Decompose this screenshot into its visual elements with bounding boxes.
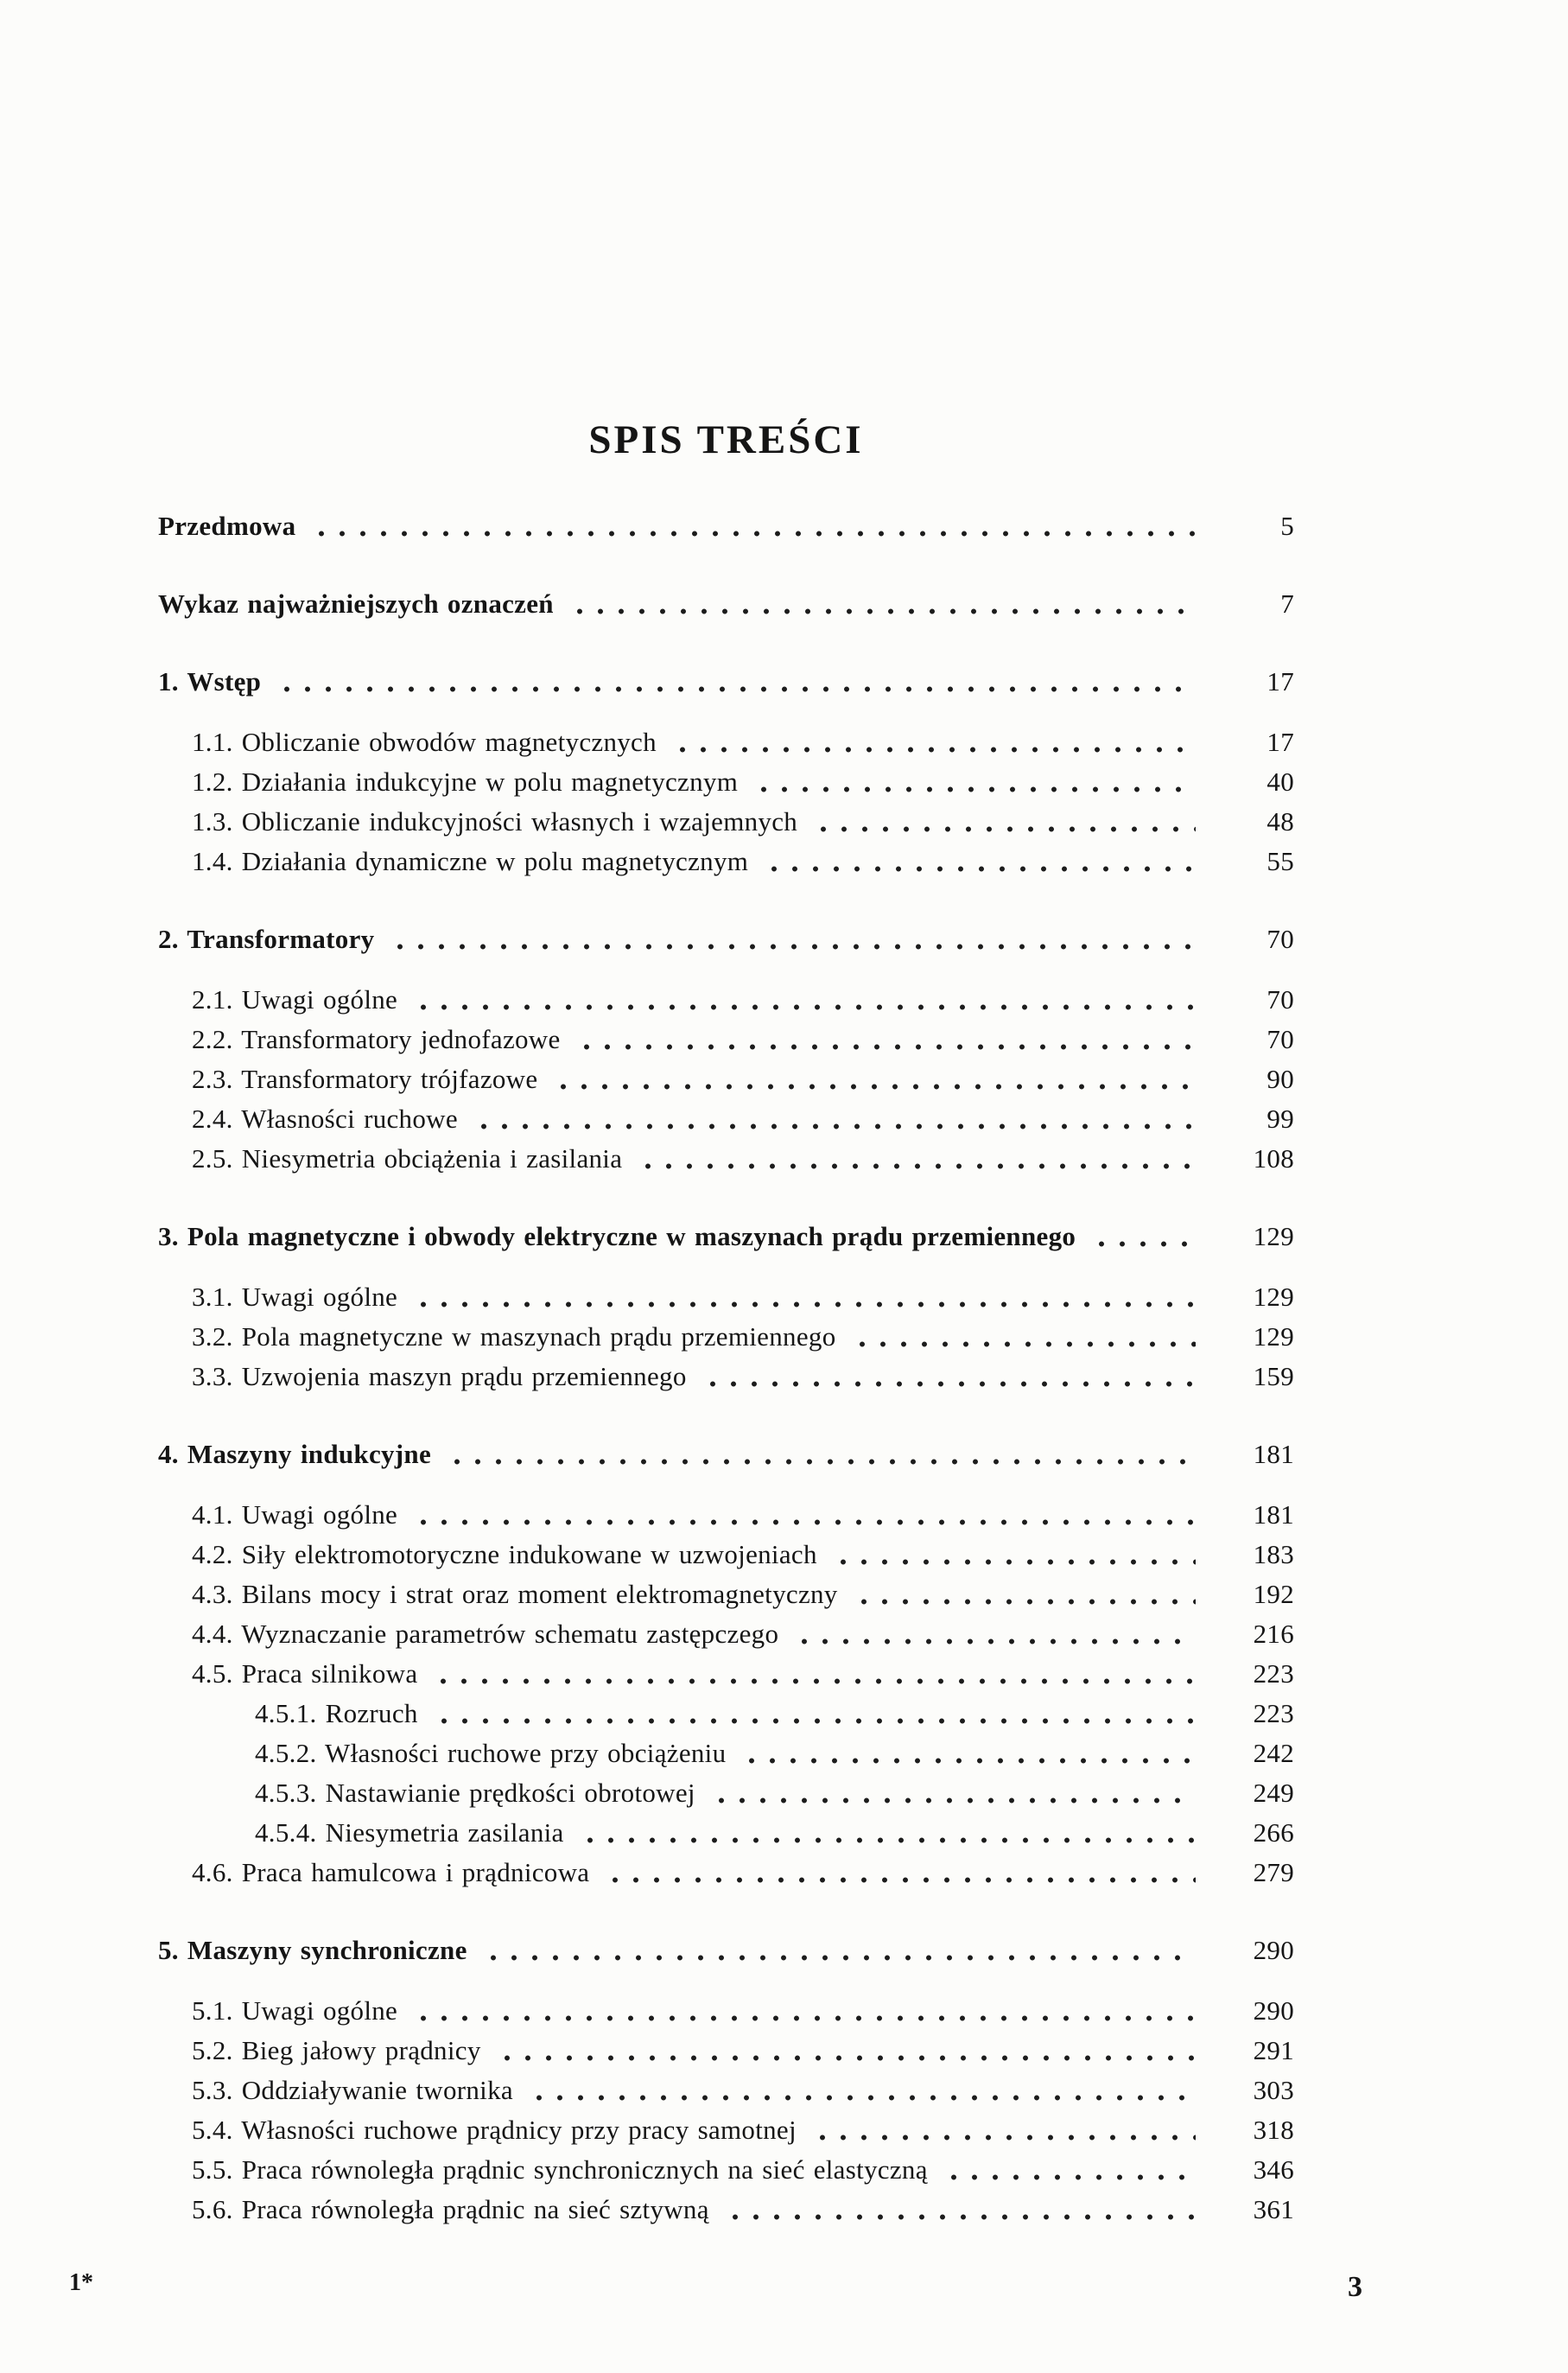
dot-leader bbox=[702, 1357, 1196, 1396]
toc-entry bbox=[158, 2071, 1294, 2110]
toc-entry bbox=[158, 662, 1294, 702]
toc-entry-label: 2.4. Własności ruchowe bbox=[192, 1104, 458, 1134]
dot-leader bbox=[276, 662, 1196, 702]
dot-leader bbox=[672, 722, 1196, 762]
toc-entry-page: 192 bbox=[1253, 1579, 1294, 1609]
toc-list bbox=[158, 506, 1294, 2230]
toc-entry bbox=[158, 2190, 1294, 2230]
dot-leader bbox=[413, 1991, 1196, 2031]
dot-leader bbox=[764, 842, 1196, 881]
toc-entry bbox=[158, 980, 1294, 1020]
toc-entry bbox=[158, 1773, 1294, 1813]
dot-leader bbox=[576, 1020, 1196, 1059]
dot-leader bbox=[741, 1734, 1196, 1773]
toc-entry bbox=[158, 1357, 1294, 1396]
toc-entry bbox=[158, 1614, 1294, 1654]
toc-entry-label: 4.5.2. Własności ruchowe przy obciążeniu bbox=[255, 1738, 727, 1768]
toc-entry-label: 4. Maszyny indukcyjne bbox=[158, 1439, 432, 1469]
dot-leader bbox=[413, 1277, 1196, 1317]
toc-entry-page: 291 bbox=[1253, 2035, 1294, 2065]
dot-leader bbox=[553, 1059, 1196, 1099]
toc-entry-page: 129 bbox=[1253, 1282, 1294, 1312]
toc-entry bbox=[158, 1931, 1294, 1970]
dot-leader bbox=[529, 2071, 1196, 2110]
toc-entry-label: 1.4. Działania dynamiczne w polu magnetycznym bbox=[192, 846, 749, 876]
toc-entry-page: 70 bbox=[1266, 1024, 1294, 1054]
toc-entry-label: 4.3. Bilans mocy i strat oraz moment elektromagnetyczny bbox=[192, 1579, 838, 1609]
toc-entry-label: 5.1. Uwagi ogólne bbox=[192, 1995, 398, 2026]
dot-leader bbox=[1091, 1217, 1196, 1256]
toc-entry-label: 5.3. Oddziaływanie twornika bbox=[192, 2075, 513, 2105]
dot-leader bbox=[569, 584, 1196, 624]
toc-entry bbox=[158, 919, 1294, 959]
page-number: 3 bbox=[1348, 2271, 1362, 2303]
toc-entry bbox=[158, 1277, 1294, 1317]
toc-entry-label: 4.5.4. Niesymetria zasilania bbox=[255, 1817, 564, 1848]
toc-entry bbox=[158, 1654, 1294, 1694]
toc-entry bbox=[158, 762, 1294, 802]
signature-mark: 1* bbox=[69, 2269, 93, 2296]
toc-entry-page: 242 bbox=[1253, 1738, 1294, 1768]
toc-entry-label: 1. Wstęp bbox=[158, 666, 262, 697]
toc-entry-page: 346 bbox=[1253, 2154, 1294, 2185]
dot-leader bbox=[473, 1099, 1196, 1139]
dot-leader bbox=[413, 980, 1196, 1020]
dot-leader bbox=[497, 2031, 1196, 2071]
toc-entry-label: Wykaz najważniejszych oznaczeń bbox=[158, 588, 554, 619]
toc-entry-page: 290 bbox=[1253, 1935, 1294, 1965]
dot-leader bbox=[390, 919, 1196, 959]
toc-entry-page: 223 bbox=[1253, 1698, 1294, 1728]
dot-leader bbox=[638, 1139, 1196, 1179]
toc-entry-label: 3.3. Uzwojenia maszyn prądu przemiennego bbox=[192, 1361, 687, 1391]
dot-leader bbox=[605, 1853, 1196, 1893]
dot-leader bbox=[813, 802, 1196, 842]
toc-entry-page: 181 bbox=[1253, 1499, 1294, 1530]
toc-entry-label: 5.4. Własności ruchowe prądnicy przy pracy samotnej bbox=[192, 2115, 797, 2145]
dot-leader bbox=[413, 1495, 1196, 1535]
toc-entry-label: 5.6. Praca równoległa prądnic na sieć sztywną bbox=[192, 2194, 709, 2224]
toc-entry-label: 4.2. Siły elektromotoryczne indukowane w uzwojeniach bbox=[192, 1539, 817, 1569]
toc-entry-label: 2.1. Uwagi ogólne bbox=[192, 984, 398, 1015]
toc-entry-label: 3.2. Pola magnetyczne w maszynach prądu przemiennego bbox=[192, 1321, 836, 1352]
toc-entry bbox=[158, 1853, 1294, 1893]
toc-entry-label: 3. Pola magnetyczne i obwody elektryczne w maszynach prądu przemiennego bbox=[158, 1221, 1076, 1251]
toc-entry-page: 108 bbox=[1253, 1143, 1294, 1174]
toc-entry bbox=[158, 802, 1294, 842]
toc-entry bbox=[158, 584, 1294, 624]
toc-entry bbox=[158, 842, 1294, 881]
toc-entry bbox=[158, 1317, 1294, 1357]
toc-entry-label: 4.5. Praca silnikowa bbox=[192, 1658, 418, 1689]
dot-leader bbox=[434, 1694, 1196, 1734]
toc-entry-page: 17 bbox=[1266, 727, 1294, 757]
toc-entry-label: 5. Maszyny synchroniczne bbox=[158, 1935, 467, 1965]
toc-entry-label: 5.2. Bieg jałowy prądnicy bbox=[192, 2035, 481, 2065]
toc-entry-page: 290 bbox=[1253, 1995, 1294, 2026]
toc-entry-label: 2. Transformatory bbox=[158, 924, 375, 954]
toc-entry bbox=[158, 2110, 1294, 2150]
toc-entry-page: 99 bbox=[1266, 1104, 1294, 1134]
toc-entry bbox=[158, 1020, 1294, 1059]
toc-entry-label: 3.1. Uwagi ogólne bbox=[192, 1282, 398, 1312]
dot-leader bbox=[711, 1773, 1196, 1813]
toc-entry-page: 159 bbox=[1253, 1361, 1294, 1391]
dot-leader bbox=[725, 2190, 1196, 2230]
dot-leader bbox=[794, 1614, 1196, 1654]
toc-entry-label: 1.3. Obliczanie indukcyjności własnych i wzajemnych bbox=[192, 806, 798, 837]
toc-entry bbox=[158, 1435, 1294, 1474]
toc-entry-page: 249 bbox=[1253, 1778, 1294, 1808]
toc-entry-page: 70 bbox=[1266, 924, 1294, 954]
dot-leader bbox=[943, 2150, 1196, 2190]
dot-leader bbox=[833, 1535, 1196, 1575]
toc-entry bbox=[158, 1217, 1294, 1256]
dot-leader bbox=[852, 1317, 1196, 1357]
toc-entry-label: 1.2. Działania indukcyjne w polu magnetycznym bbox=[192, 767, 739, 797]
toc-entry-page: 223 bbox=[1253, 1658, 1294, 1689]
toc-entry-label: Przedmowa bbox=[158, 511, 296, 541]
toc-entry-label: 4.5.3. Nastawianie prędkości obrotowej bbox=[255, 1778, 695, 1808]
toc-entry bbox=[158, 1535, 1294, 1575]
toc-entry bbox=[158, 2150, 1294, 2190]
toc-entry-page: 318 bbox=[1253, 2115, 1294, 2145]
toc-entry bbox=[158, 1099, 1294, 1139]
dot-leader bbox=[311, 506, 1196, 546]
toc-entry-page: 129 bbox=[1253, 1321, 1294, 1352]
toc-entry bbox=[158, 1575, 1294, 1614]
toc-entry-label: 2.5. Niesymetria obciążenia i zasilania bbox=[192, 1143, 623, 1174]
toc-entry-page: 181 bbox=[1253, 1439, 1294, 1469]
toc-entry-page: 55 bbox=[1266, 846, 1294, 876]
toc-entry bbox=[158, 1813, 1294, 1853]
toc-entry-page: 7 bbox=[1280, 588, 1294, 619]
toc-entry bbox=[158, 1139, 1294, 1179]
dot-leader bbox=[433, 1654, 1196, 1694]
toc-entry-page: 90 bbox=[1266, 1064, 1294, 1094]
dot-leader bbox=[483, 1931, 1196, 1970]
toc-entry-label: 4.4. Wyznaczanie parametrów schematu zastępczego bbox=[192, 1619, 779, 1649]
toc-entry-page: 279 bbox=[1253, 1857, 1294, 1887]
toc-entry-page: 129 bbox=[1253, 1221, 1294, 1251]
toc-entry bbox=[158, 2031, 1294, 2071]
toc-entry-page: 5 bbox=[1280, 511, 1294, 541]
toc-entry-page: 303 bbox=[1253, 2075, 1294, 2105]
toc-entry-label: 5.5. Praca równoległa prądnic synchronicznych na sieć elastyczną bbox=[192, 2154, 928, 2185]
toc-entry bbox=[158, 1734, 1294, 1773]
dot-leader bbox=[447, 1435, 1196, 1474]
toc-entry bbox=[158, 1059, 1294, 1099]
toc-entry-label: 4.6. Praca hamulcowa i prądnicowa bbox=[192, 1857, 590, 1887]
toc-entry-page: 361 bbox=[1253, 2194, 1294, 2224]
dot-leader bbox=[812, 2110, 1196, 2150]
page-title: SPIS TREŚCI bbox=[588, 417, 864, 462]
dot-leader bbox=[854, 1575, 1196, 1614]
toc-entry-page: 183 bbox=[1253, 1539, 1294, 1569]
toc-entry bbox=[158, 1495, 1294, 1535]
toc-entry-page: 216 bbox=[1253, 1619, 1294, 1649]
toc-entry bbox=[158, 722, 1294, 762]
toc-entry-label: 2.3. Transformatory trójfazowe bbox=[192, 1064, 538, 1094]
dot-leader bbox=[580, 1813, 1196, 1853]
toc-entry-page: 70 bbox=[1266, 984, 1294, 1015]
toc-entry-label: 2.2. Transformatory jednofazowe bbox=[192, 1024, 561, 1054]
toc-entry-page: 40 bbox=[1266, 767, 1294, 797]
toc-entry-label: 4.5.1. Rozruch bbox=[255, 1698, 418, 1728]
dot-leader bbox=[753, 762, 1196, 802]
toc-entry bbox=[158, 1991, 1294, 2031]
toc-entry bbox=[158, 506, 1294, 546]
toc-entry-label: 1.1. Obliczanie obwodów magnetycznych bbox=[192, 727, 657, 757]
toc-entry-label: 4.1. Uwagi ogólne bbox=[192, 1499, 398, 1530]
toc-entry-page: 17 bbox=[1266, 666, 1294, 697]
toc-entry-page: 266 bbox=[1253, 1817, 1294, 1848]
toc-entry bbox=[158, 1694, 1294, 1734]
toc-entry-page: 48 bbox=[1266, 806, 1294, 837]
